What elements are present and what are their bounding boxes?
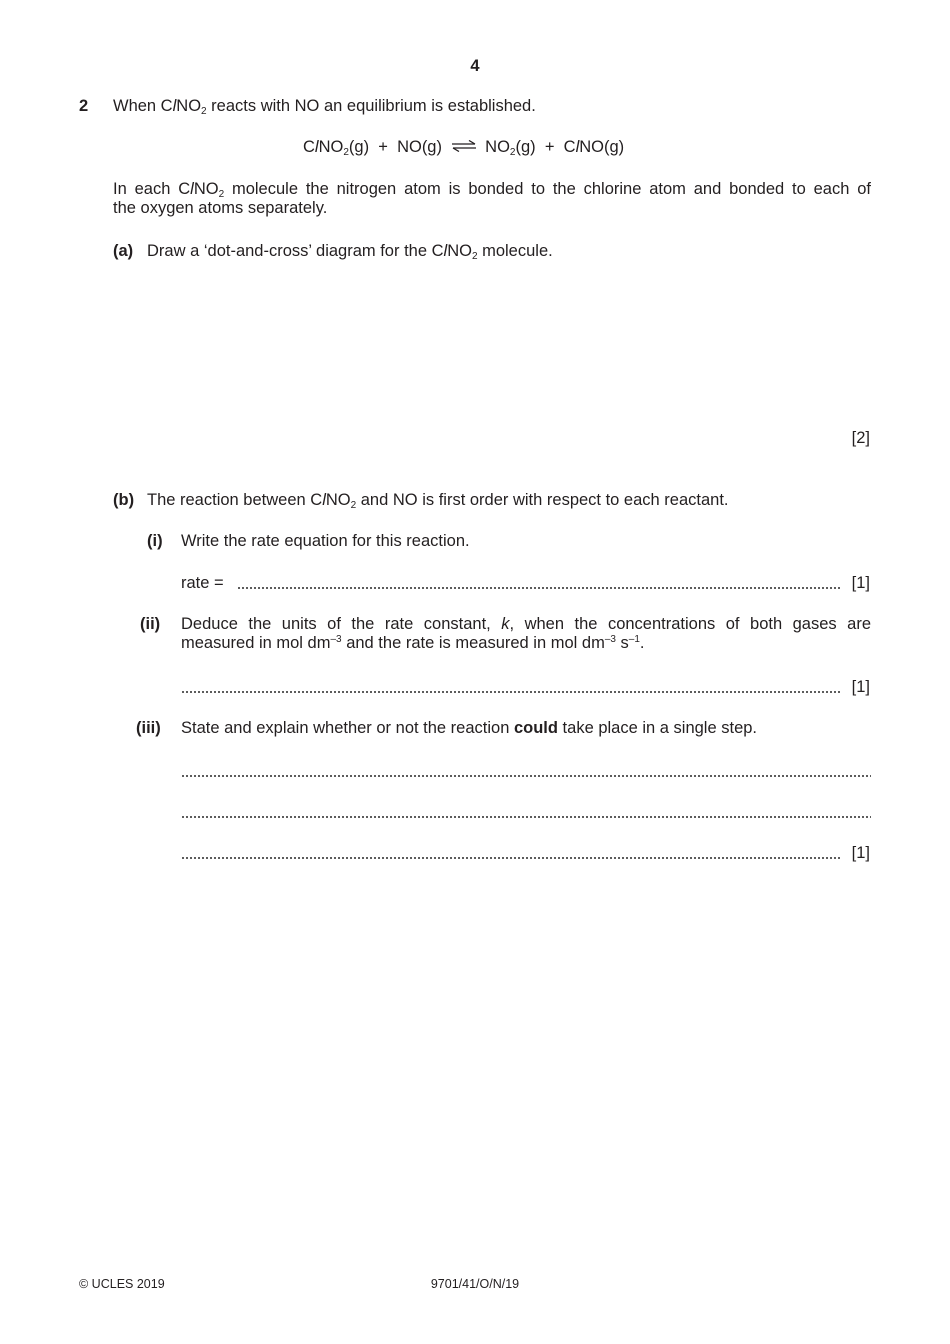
part-b-label: (b) <box>113 491 135 509</box>
part-a-text: Draw a ‘dot-and-cross’ diagram for the ClNO$_2$ molecule. <box>147 242 553 262</box>
explanation-answer-line-2[interactable] <box>181 816 871 818</box>
part-a-drawing-area[interactable] <box>113 270 871 420</box>
part-b-text: The reaction between ClNO$_2$ and NO is first order with respect to each reactant. <box>147 491 729 511</box>
part-b-iii-label: (iii) <box>136 719 161 737</box>
footer-copyright: © UCLES 2019 <box>79 1277 165 1291</box>
part-b-i-label: (i) <box>147 532 163 550</box>
equilibrium-equation: ClNO$_2$(g) + NO(g) $NO_2(g)$ + ClNO(g) <box>303 138 625 158</box>
structure-description: In each ClNO$_2$ molecule the nitrogen atom is bonded to the chlorine atom and bonded to each of the oxygen atoms separately. <box>113 180 871 217</box>
question-number: 2 <box>79 97 89 115</box>
equilibrium-arrow-icon <box>451 140 477 152</box>
part-b-i-marks: [1] <box>851 574 870 592</box>
part-b-ii-marks: [1] <box>851 678 870 696</box>
question-intro: When ClNO$_2$ reacts with NO an equilibrium is established. <box>113 97 536 117</box>
part-a-label: (a) <box>113 242 134 260</box>
part-b-iii-marks: [1] <box>851 844 870 862</box>
part-b-i-text: Write the rate equation for this reaction. <box>181 532 470 550</box>
part-b-iii-text: State and explain whether or not the reaction could take place in a single step. <box>181 719 758 737</box>
units-answer-line[interactable] <box>181 691 840 693</box>
rate-prefix: rate = <box>181 574 224 592</box>
explanation-answer-line-1[interactable] <box>181 775 871 777</box>
part-b-ii-label: (ii) <box>140 615 161 633</box>
part-a-marks: [2] <box>851 429 870 447</box>
part-b-ii-text: Deduce the units of the rate constant, k, when the concentrations of both gases are measured in mol $dm^{-3}$ and the rate is measured in mol $dm^{-3}$ $s^{-1}$. <box>181 615 871 652</box>
page-number: 4 <box>470 57 480 75</box>
explanation-answer-line-3[interactable] <box>181 857 840 859</box>
footer-paper-code: 9701/41/O/N/19 <box>430 1277 520 1291</box>
rate-answer-line[interactable] <box>237 587 840 589</box>
